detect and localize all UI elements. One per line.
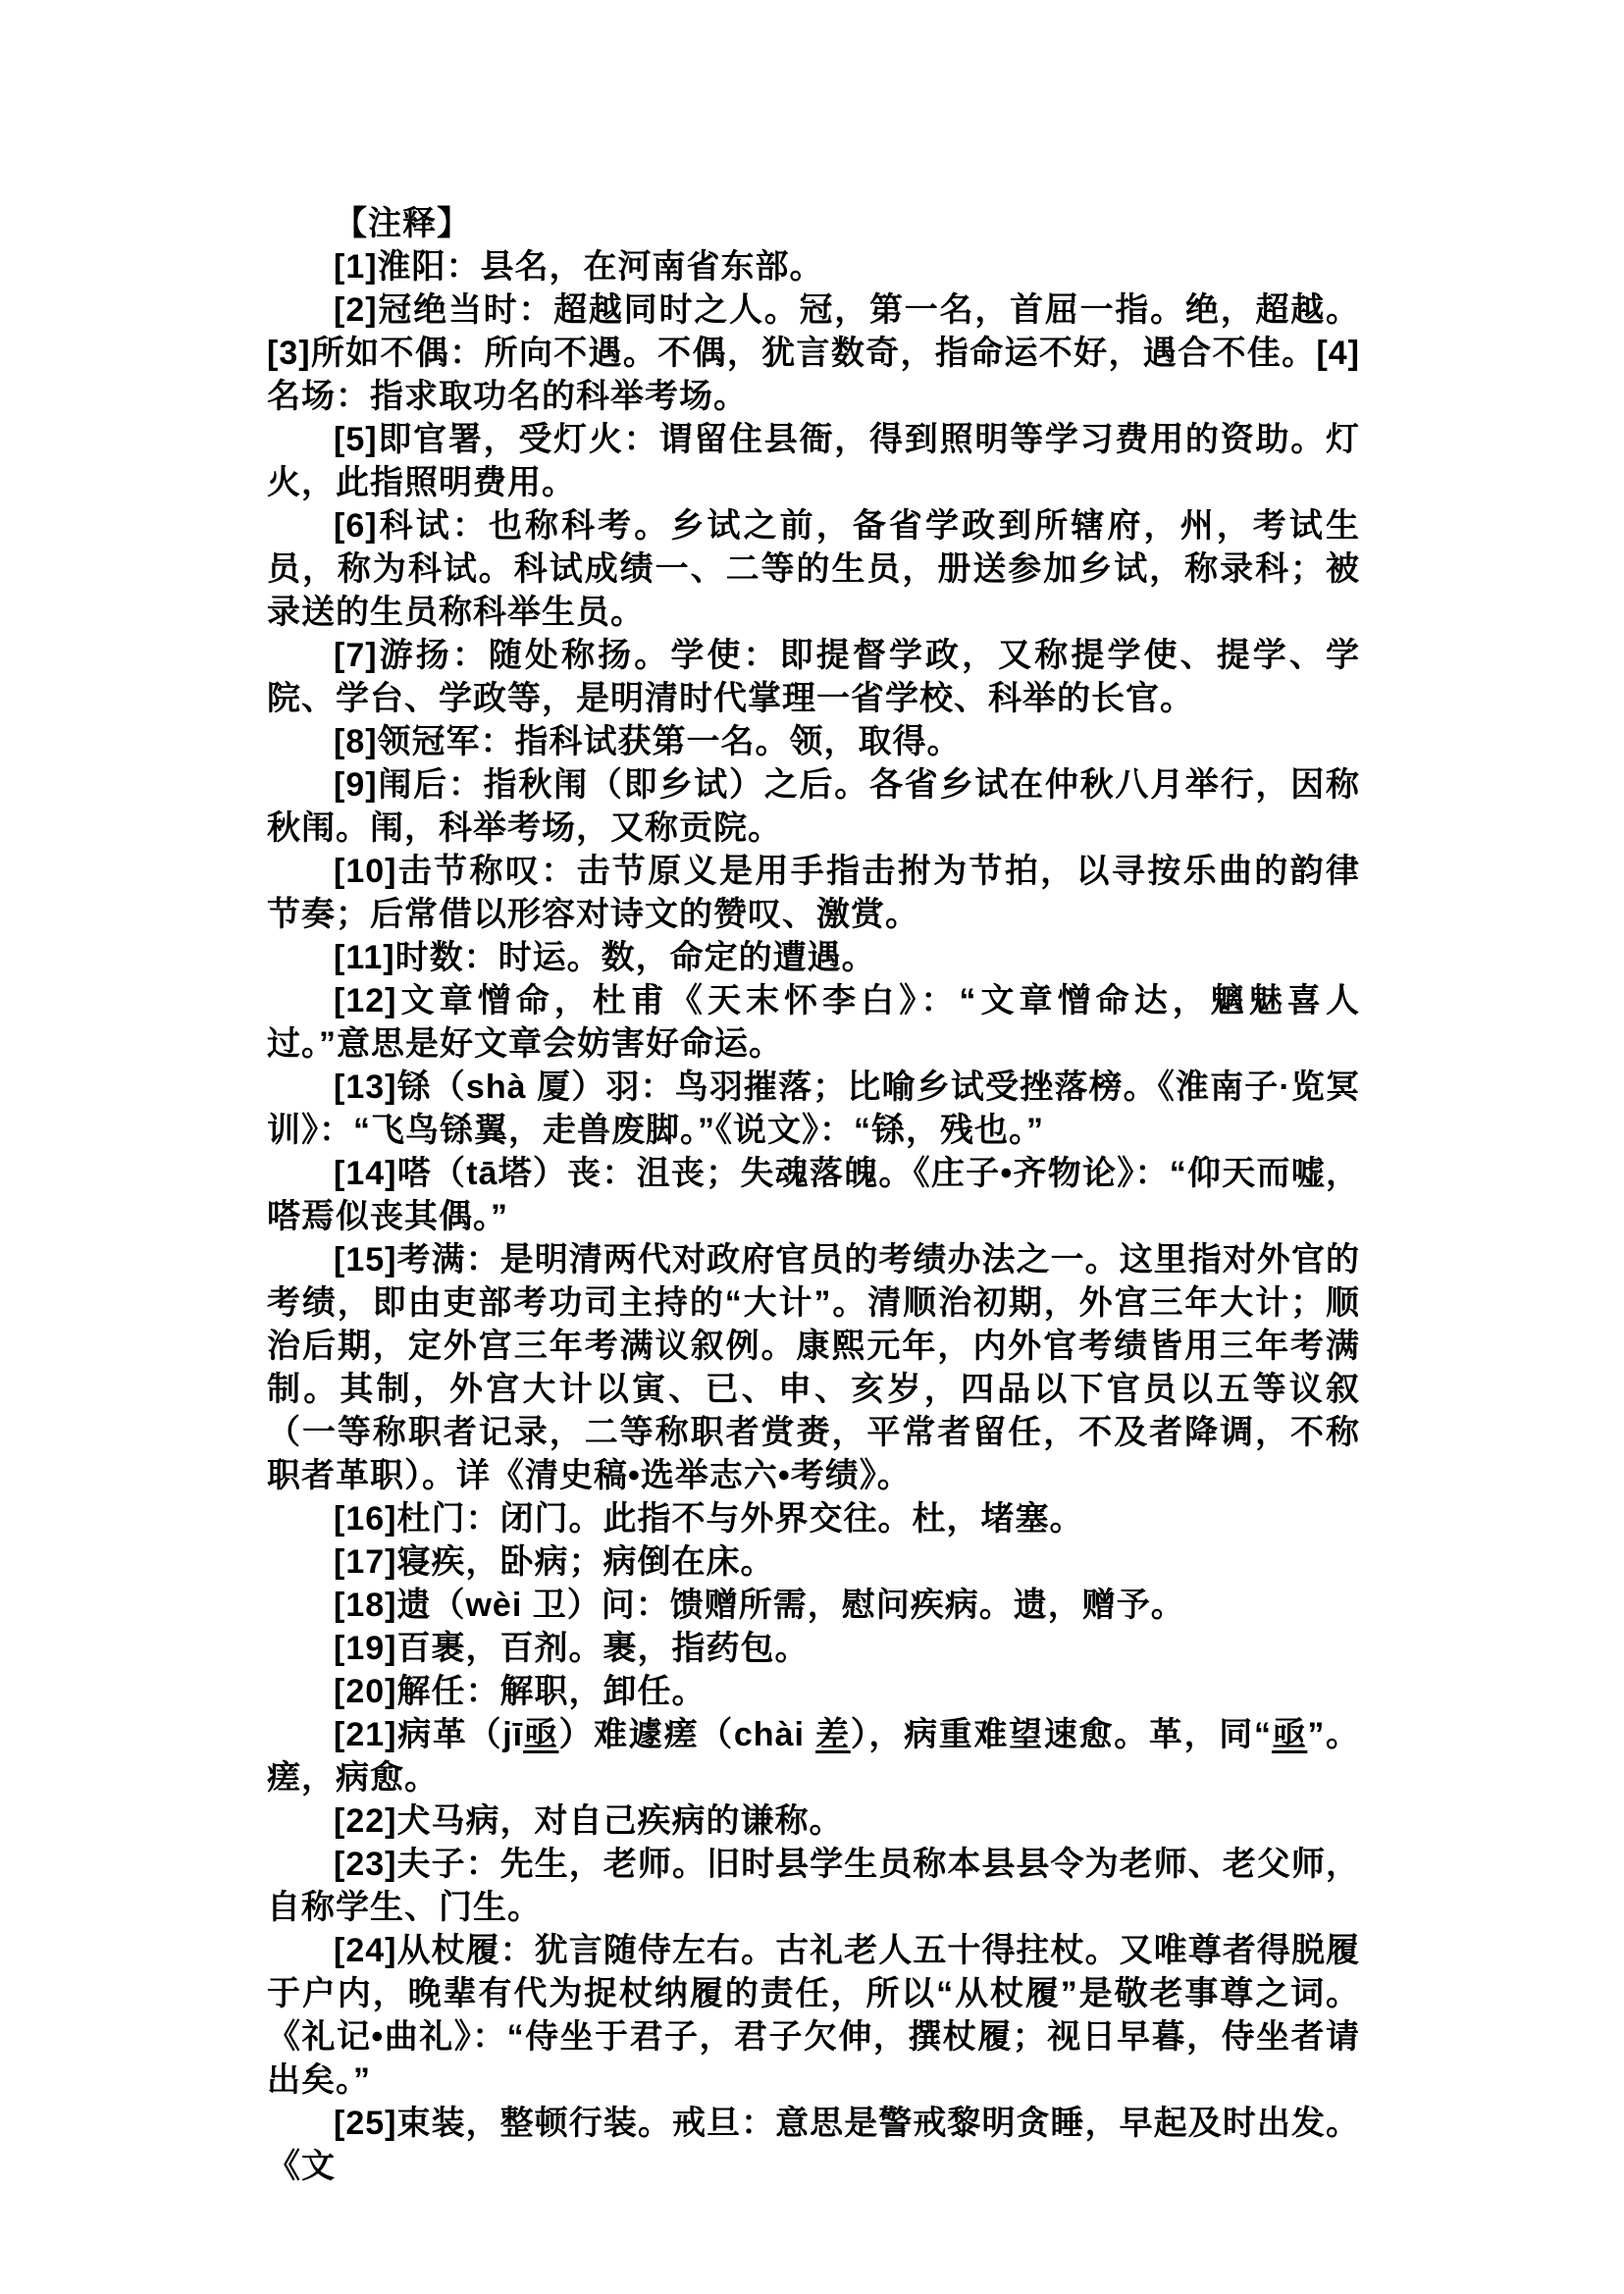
note-paragraph-19: [19]百裹，百剂。裹，指药包。 [334,1630,810,1667]
note-paragraph-20: [20]解任：解职，卸任。 [334,1673,707,1710]
note-paragraph-14: [14]嗒（tā塔）丧：沮丧；失魂落魄。《庄子•齐物论》：“仰天而嘘，嗒焉似丧其偶。” [267,1155,1360,1235]
section-heading: 【注释】 [334,205,471,242]
note-paragraph-16: [16]杜门：闭门。此指不与外界交往。杜，堵塞。 [334,1500,1084,1538]
note-paragraph-8: [8]领冠军：指科试获第一名。领，取得。 [334,723,962,760]
note-paragraph-24: [24]从杖履：犹言随侍左右。古礼老人五十得拄杖。又唯尊者得脱履于户内，晚辈有代为捉杖纳履的责任，所以“从杖履”是敬老事尊之词。《礼记•曲礼》：“侍坐于君子，君子欠伸，撰杖履；视日早暮，侍坐者请出矣。” [267,1932,1360,2099]
note-paragraph-10: [10]击节称叹：击节原义是用手指击拊为节拍，以寻按乐曲的韵律 节奏；后常借以形容对诗文的赞叹、激赏。 [267,853,1394,933]
note-paragraph-17: [17]寝疾，卧病；病倒在床。 [334,1543,775,1581]
note-paragraph-12: [12]文章憎命，杜甫《天末怀李白》：“文章憎命达，魑魅喜人过。”意思是好文章会妨害好命运。 [267,982,1360,1063]
note-paragraph-9: [9]闱后：指秋闱（即乡试）之后。各省乡试在仲秋八月举行，因称秋闱。闱，科举考场，又称贡院。 [267,766,1360,847]
annotation-section [267,202,1394,2188]
note-paragraph-2-4: [2]冠绝当时：超越同时之人。冠，第一名，首屈一指。绝，超越。[3]所如不偶：所向不遇。不偶，犹言数奇，指命运不好，遇合不佳。[4]名场：指求取功名的科举考场。 [267,291,1360,415]
note-paragraph-23: [23]夫子：先生，老师。旧时县学生员称本县县令为老师、老父师，自称学生、门生。 [267,1846,1360,1926]
note-paragraph-21: [21]病革（jī亟）难遽瘥（chài 差），病重难望速愈。革，同“亟”。瘥，病愈。 [267,1716,1361,1797]
note-paragraph-7: [7]游扬：随处称扬。学使：即提督学政，又称提学使、提学、学院、学台、学政等，是明清时代掌理一省学校、科举的长官。 [267,637,1360,717]
note-paragraph-1: [1]淮阳：县名，在河南省东部。 [334,248,824,286]
note-paragraph-6: [6]科试：也称科考。乡试之前，备省学政到所辖府，州，考试生员，称为科试。科试成绩一、二等的生员，册送参加乡试，称录科；被录送的生员称科举生员。 [267,507,1360,631]
note-paragraph-15: [15]考满：是明清两代对政府官员的考绩办法之一。这里指对外官的考绩，即由吏部考功司主持的“大计”。清顺治初期，外宫三年大计；顺治后期，定外宫三年考满议叙例。康熙元年，内外官考绩皆用三年考满制。其制，外宫大计以寅、已、申、亥岁，四品以下官员以五等议叙（一等称职者记录，二等称职者赏赉，平常者留任，不及者降调，不称职者革职）。详《清史稿•选举志六•考绩》。 [267,1241,1360,1494]
note-paragraph-25: [25]束装，整顿行装。戒旦：意思是警戒黎明贪睡，早起及时出发。《文 [267,2105,1360,2185]
note-paragraph-18: [18]遗（wèi 卫）问：馈赠所需，慰问疾病。遗，赠予。 [334,1587,1185,1624]
note-paragraph-13: [13]铩（shà 厦）羽：鸟羽摧落；比喻乡试受挫落榜。《淮南子·览冥训》：“飞鸟铩翼，走兽废脚。”《说文》：“铩，残也。” [267,1069,1360,1149]
note-paragraph-5: [5]即官署，受灯火：谓留住县衙，得到照明等学习费用的资助。灯火，此指照明费用。 [267,421,1360,501]
note-paragraph-22: [22]犬马病，对自己疾病的谦称。 [334,1802,844,1840]
note-paragraph-11: [11]时数：时运。数，命定的遭遇。 [334,939,876,976]
